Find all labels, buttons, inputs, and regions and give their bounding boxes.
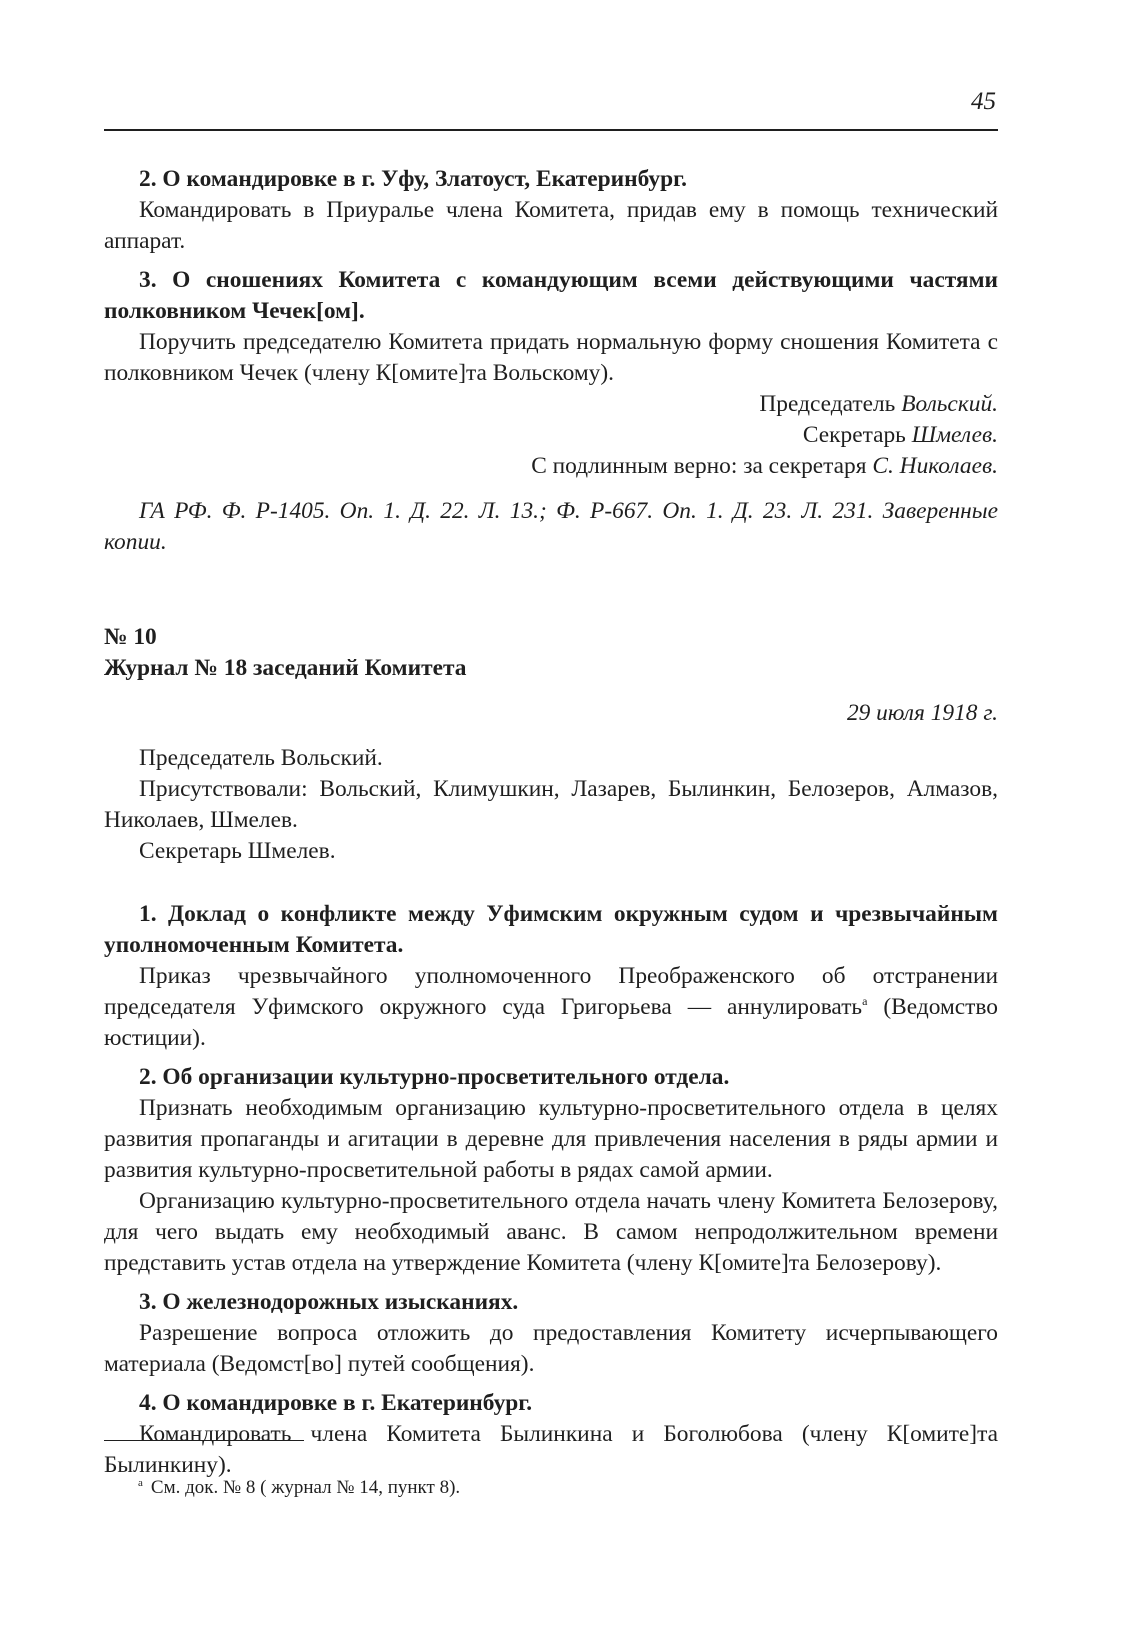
item-text-part: Приказ чрезвычайного уполномоченного Преображенского об отстранении председателя Уфимского окружного суда Григорьева — аннулировать (104, 963, 998, 1020)
signature-secretary (104, 420, 998, 451)
secretary-line: Секретарь Шмелев. (139, 838, 336, 864)
item-text (104, 961, 998, 1054)
item-heading: 3. О сношениях Комитета с командующим всеми действующими частями полковником Чечек[ом]. (104, 267, 998, 324)
signature-label: Председатель (759, 391, 902, 417)
item-heading: 2. О командировке в г. Уфу, Златоуст, Екатеринбург. (139, 166, 687, 192)
item-text-part: (Ведомство юстиции). (104, 994, 998, 1051)
signature-certified (104, 451, 998, 482)
item-heading: 1. Доклад о конфликте между Уфимским окружным судом и чрезвычайным уполномоченным Комитета. (104, 901, 998, 958)
attendance-line: Присутствовали: Вольский, Климушкин, Лазарев, Былинкин, Белозеров, Алмазов, Николаев, Шмелев. (104, 776, 998, 833)
signature-chairman (104, 389, 998, 420)
chairman-line: Председатель Вольский. (139, 745, 383, 771)
document-number: № 10 (104, 624, 157, 650)
item-heading: 4. О командировке в г. Екатеринбург. (139, 1390, 533, 1416)
footnote-mark: а (138, 1477, 143, 1489)
footnote (138, 1476, 460, 1500)
item-text: Командировать в Приуралье члена Комитета, придав ему в помощь технический аппарат. (104, 197, 998, 254)
footnote-reference: а (862, 994, 868, 1008)
signature-name: С. Николаев. (872, 453, 998, 479)
footnote-rule (104, 1440, 304, 1441)
document-title: Журнал № 18 заседаний Комитета (104, 655, 467, 681)
item-heading: 2. Об организации культурно-просветительного отдела. (139, 1064, 730, 1090)
signature-label: С подлинным верно: за секретаря (531, 453, 873, 479)
page-number: 45 (971, 88, 996, 115)
footnote-text: См. док. № 8 ( журнал № 14, пункт 8). (150, 1477, 461, 1498)
document-date: 29 июля 1918 г. (846, 700, 998, 726)
item-text: Разрешение вопроса отложить до предоставления Комитету исчерпывающего материала (Ведомст[во] путей сообщения). (104, 1320, 998, 1377)
signature-label: Секретарь (802, 422, 912, 448)
item-text: Поручить председателю Комитета придать нормальную форму сношения Комитета с полковником Чечек (члену К[омите]та Вольскому). (104, 329, 998, 386)
header-rule (104, 129, 998, 131)
page-body (104, 164, 998, 1481)
item-text: Командировать члена Комитета Былинкина и Боголюбова (члену К[омите]та Былинкину). (104, 1421, 998, 1478)
signature-name: Вольский. (901, 391, 998, 417)
archive-source: ГА РФ. Ф. Р-1405. Оп. 1. Д. 22. Л. 13.; Ф. Р-667. Оп. 1. Д. 23. Л. 231. Заверенные копии. (104, 498, 998, 555)
signature-name: Шмелев. (911, 422, 998, 448)
item-text: Признать необходимым организацию культурно-просветительного отдела в целях развития пропаганды и агитации в деревне для привлечения населения в ряды армии и развития культурно-просветительной работы в рядах самой армии. (104, 1095, 998, 1183)
item-text: Организацию культурно-просветительного отдела начать члену Комитета Белозерову, для чего выдать ему необходимый аванс. В самом непродолжительном времени представить устав отдела на утверждение Комитета (члену К[омите]та Белозерову). (104, 1188, 998, 1276)
item-heading: 3. О железнодорожных изысканиях. (139, 1289, 519, 1315)
